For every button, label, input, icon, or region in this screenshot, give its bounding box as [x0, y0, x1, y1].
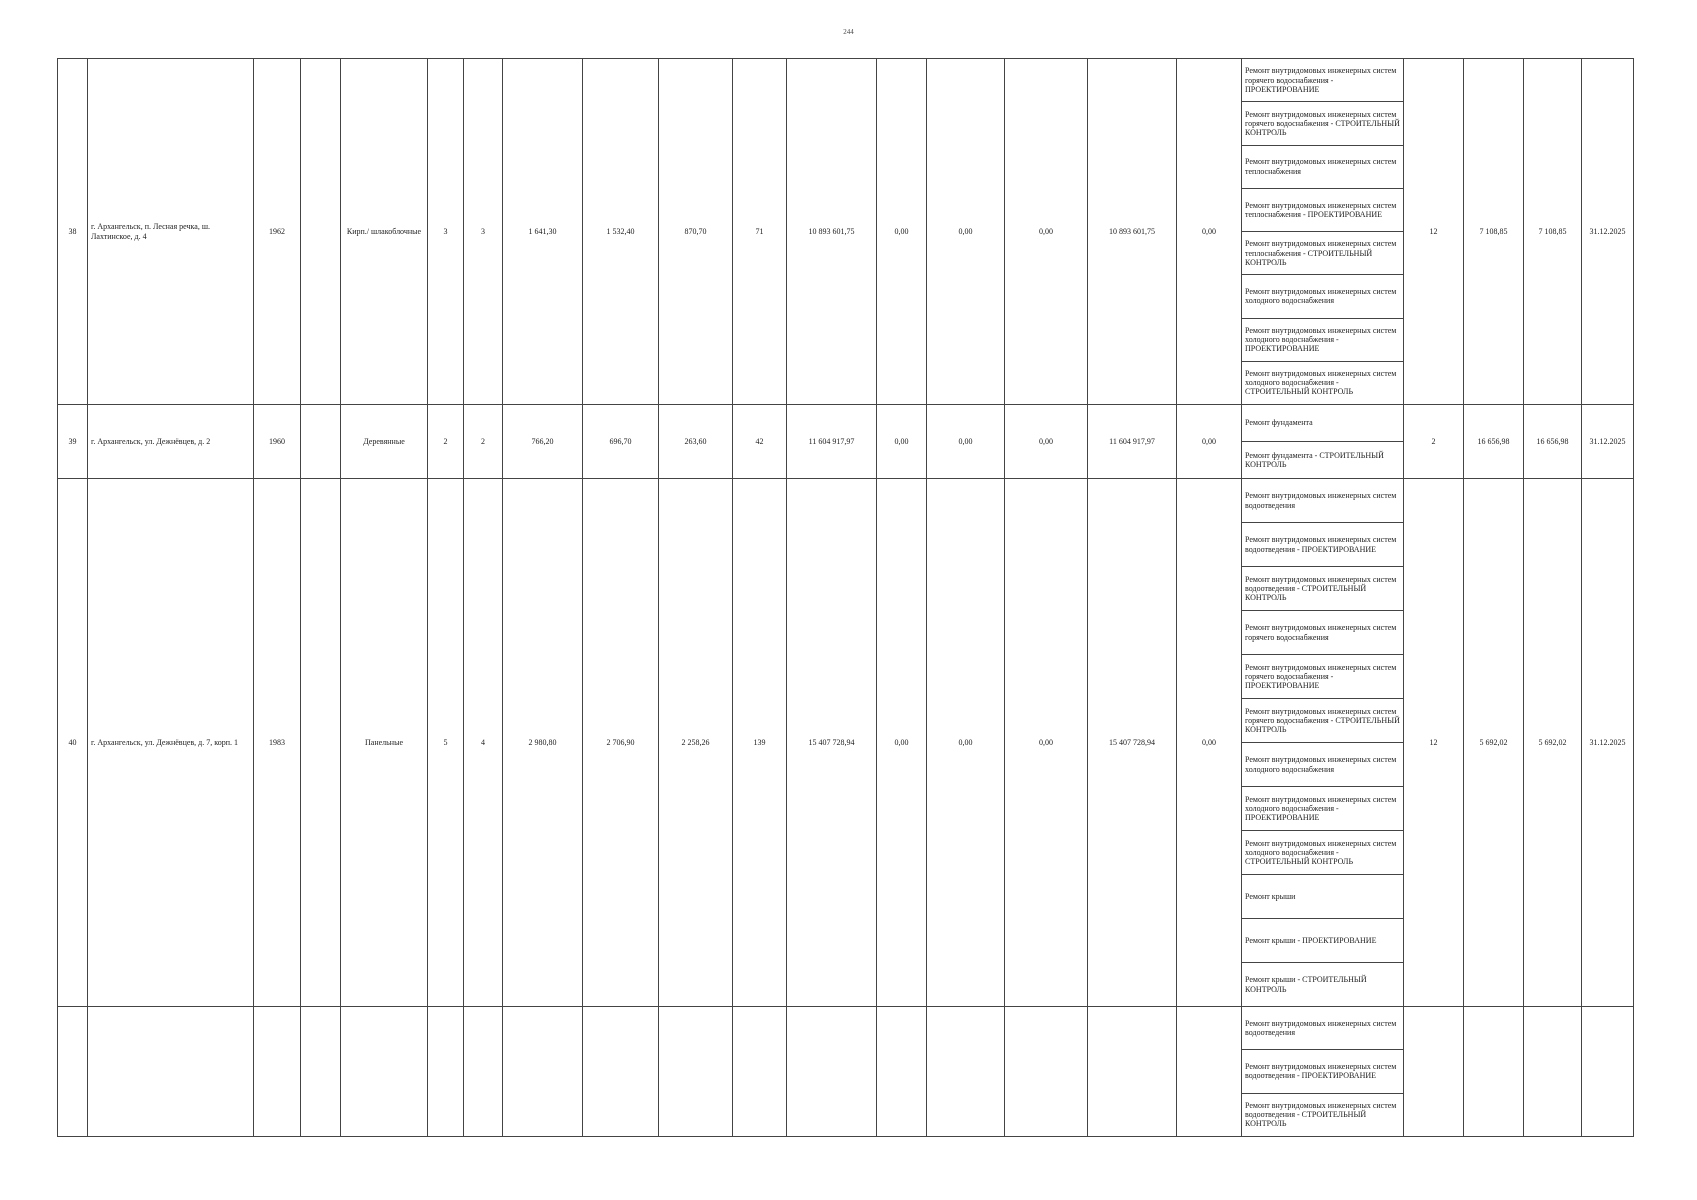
work-item: Ремонт внутридомовых инженерных систем теплоснабжения — [1242, 146, 1403, 189]
local-budget-cost — [1005, 1007, 1088, 1137]
work-item: Ремонт внутридомовых инженерных систем водоотведения — [1242, 479, 1403, 523]
unit-cost-limit: 7 108,85 — [1524, 59, 1582, 405]
deadline — [1582, 1007, 1634, 1137]
floors-count: 5 — [428, 479, 464, 1007]
work-item: Ремонт внутридомовых инженерных систем горячего водоснабжения — [1242, 611, 1403, 655]
fund-cost — [877, 1007, 927, 1137]
address-cell: г. Архангельск, ул. Дежнёвцев, д. 7, корп. 1 — [88, 479, 254, 1007]
total-area: 766,20 — [503, 405, 583, 479]
owned-area: 870,70 — [659, 59, 733, 405]
total-area — [503, 1007, 583, 1137]
works-cell — [1242, 1007, 1404, 1137]
works-list — [1242, 59, 1403, 404]
owners-cost — [1088, 1007, 1177, 1137]
total-area: 1 641,30 — [503, 59, 583, 405]
unit-cost-limit: 16 656,98 — [1524, 405, 1582, 479]
total-cost: 11 604 917,97 — [787, 405, 877, 479]
floors-count: 3 — [428, 59, 464, 405]
entrances-count: 2 — [464, 405, 503, 479]
residents-count — [733, 1007, 787, 1137]
table-row — [58, 59, 1634, 405]
owners-cost: 10 893 601,75 — [1088, 59, 1177, 405]
works-count — [1404, 1007, 1464, 1137]
works-cell — [1242, 405, 1404, 479]
work-item: Ремонт внутридомовых инженерных систем водоотведения - СТРОИТЕЛЬНЫЙ КОНТРОЛЬ — [1245, 1101, 1397, 1129]
year-built: 1960 — [254, 405, 301, 479]
residents-count: 42 — [733, 405, 787, 479]
total-cost — [787, 1007, 877, 1137]
local-budget-cost: 0,00 — [1005, 479, 1088, 1007]
empty-column — [301, 479, 341, 1007]
address-cell: г. Архангельск, ул. Дежнёвцев, д. 2 — [88, 405, 254, 479]
works-list — [1242, 1007, 1403, 1136]
unit-cost: 5 692,02 — [1464, 479, 1524, 1007]
entrances-count: 3 — [464, 59, 503, 405]
entrances-count — [464, 1007, 503, 1137]
works-list — [1242, 405, 1403, 478]
total-cost: 10 893 601,75 — [787, 59, 877, 405]
owners-cost: 15 407 728,94 — [1088, 479, 1177, 1007]
work-item: Ремонт внутридомовых инженерных систем горячего водоснабжения - СТРОИТЕЛЬНЫЙ КОНТРОЛЬ — [1242, 102, 1403, 145]
address-cell: г. Архангельск, п. Лесная речка, ш. Лахтинское, д. 4 — [88, 59, 254, 405]
entrances-count: 4 — [464, 479, 503, 1007]
works-cell — [1242, 59, 1404, 405]
year-built: 1962 — [254, 59, 301, 405]
residential-area: 1 532,40 — [583, 59, 659, 405]
owners-cost: 11 604 917,97 — [1088, 405, 1177, 479]
work-item: Ремонт внутридомовых инженерных систем водоотведения - ПРОЕКТИРОВАНИЕ — [1242, 523, 1403, 567]
work-item: Ремонт внутридомовых инженерных систем холодного водоснабжения - ПРОЕКТИРОВАНИЕ — [1242, 319, 1403, 362]
work-item: Ремонт фундамента — [1242, 405, 1403, 442]
other-cost: 0,00 — [1177, 405, 1242, 479]
work-item: Ремонт внутридомовых инженерных систем теплоснабжения - СТРОИТЕЛЬНЫЙ КОНТРОЛЬ — [1242, 232, 1403, 275]
other-cost: 0,00 — [1177, 479, 1242, 1007]
work-item: Ремонт внутридомовых инженерных систем горячего водоснабжения - СТРОИТЕЛЬНЫЙ КОНТРОЛЬ — [1242, 699, 1403, 743]
deadline: 31.12.2025 — [1582, 405, 1634, 479]
works-count: 12 — [1404, 59, 1464, 405]
row-number: 38 — [58, 59, 88, 405]
work-item: Ремонт крыши - ПРОЕКТИРОВАНИЕ — [1242, 919, 1403, 963]
other-cost — [1177, 1007, 1242, 1137]
floors-count — [428, 1007, 464, 1137]
work-item: Ремонт внутридомовых инженерных систем холодного водоснабжения - СТРОИТЕЛЬНЫЙ КОНТРОЛЬ — [1245, 369, 1397, 397]
local-budget-cost: 0,00 — [1005, 405, 1088, 479]
work-item: Ремонт внутридомовых инженерных систем водоотведения — [1242, 1007, 1403, 1050]
row-number — [58, 1007, 88, 1137]
year-built: 1983 — [254, 479, 301, 1007]
other-cost: 0,00 — [1177, 59, 1242, 405]
unit-cost: 16 656,98 — [1464, 405, 1524, 479]
residents-count: 139 — [733, 479, 787, 1007]
local-budget-cost: 0,00 — [1005, 59, 1088, 405]
year-built — [254, 1007, 301, 1137]
work-item: Ремонт крыши - СТРОИТЕЛЬНЫЙ КОНТРОЛЬ — [1245, 975, 1367, 994]
work-item: Ремонт внутридомовых инженерных систем холодного водоснабжения — [1242, 275, 1403, 318]
owned-area — [659, 1007, 733, 1137]
deadline: 31.12.2025 — [1582, 479, 1634, 1007]
empty-column — [301, 1007, 341, 1137]
residents-count: 71 — [733, 59, 787, 405]
wall-material: Кирп./ шлакоблочные — [341, 59, 428, 405]
works-count: 2 — [1404, 405, 1464, 479]
row-number: 40 — [58, 479, 88, 1007]
deadline: 31.12.2025 — [1582, 59, 1634, 405]
total-area: 2 980,80 — [503, 479, 583, 1007]
work-item: Ремонт крыши — [1242, 875, 1403, 919]
work-item: Ремонт внутридомовых инженерных систем водоотведения - ПРОЕКТИРОВАНИЕ — [1242, 1050, 1403, 1093]
owned-area: 2 258,26 — [659, 479, 733, 1007]
fund-cost: 0,00 — [877, 479, 927, 1007]
owned-area: 263,60 — [659, 405, 733, 479]
work-item: Ремонт внутридомовых инженерных систем холодного водоснабжения — [1242, 743, 1403, 787]
table-row — [58, 405, 1634, 479]
table-row — [58, 479, 1634, 1007]
wall-material: Панельные — [341, 479, 428, 1007]
work-item: Ремонт фундамента - СТРОИТЕЛЬНЫЙ КОНТРОЛЬ — [1245, 450, 1384, 469]
regional-budget-cost — [927, 1007, 1005, 1137]
work-item: Ремонт внутридомовых инженерных систем горячего водоснабжения - ПРОЕКТИРОВАНИЕ — [1242, 59, 1403, 102]
residential-area: 2 706,90 — [583, 479, 659, 1007]
empty-column — [301, 405, 341, 479]
unit-cost: 7 108,85 — [1464, 59, 1524, 405]
works-list — [1242, 479, 1403, 1006]
residential-area — [583, 1007, 659, 1137]
table-row — [58, 1007, 1634, 1137]
regional-budget-cost: 0,00 — [927, 59, 1005, 405]
work-item: Ремонт внутридомовых инженерных систем теплоснабжения - ПРОЕКТИРОВАНИЕ — [1242, 189, 1403, 232]
fund-cost: 0,00 — [877, 405, 927, 479]
floors-count: 2 — [428, 405, 464, 479]
unit-cost-limit — [1524, 1007, 1582, 1137]
works-count: 12 — [1404, 479, 1464, 1007]
row-number: 39 — [58, 405, 88, 479]
residential-area: 696,70 — [583, 405, 659, 479]
work-item: Ремонт внутридомовых инженерных систем водоотведения - СТРОИТЕЛЬНЫЙ КОНТРОЛЬ — [1242, 567, 1403, 611]
unit-cost — [1464, 1007, 1524, 1137]
work-item: Ремонт внутридомовых инженерных систем горячего водоснабжения - ПРОЕКТИРОВАНИЕ — [1242, 655, 1403, 699]
wall-material: Деревянные — [341, 405, 428, 479]
works-cell — [1242, 479, 1404, 1007]
empty-column — [301, 59, 341, 405]
work-item: Ремонт внутридомовых инженерных систем холодного водоснабжения - СТРОИТЕЛЬНЫЙ КОНТРОЛЬ — [1242, 831, 1403, 875]
fund-cost: 0,00 — [877, 59, 927, 405]
regional-budget-cost: 0,00 — [927, 479, 1005, 1007]
address-cell — [88, 1007, 254, 1137]
unit-cost-limit: 5 692,02 — [1524, 479, 1582, 1007]
wall-material — [341, 1007, 428, 1137]
work-item: Ремонт внутридомовых инженерных систем холодного водоснабжения - ПРОЕКТИРОВАНИЕ — [1242, 787, 1403, 831]
page-number: 244 — [843, 28, 854, 36]
total-cost: 15 407 728,94 — [787, 479, 877, 1007]
capital-repair-table — [57, 58, 1634, 1137]
regional-budget-cost: 0,00 — [927, 405, 1005, 479]
